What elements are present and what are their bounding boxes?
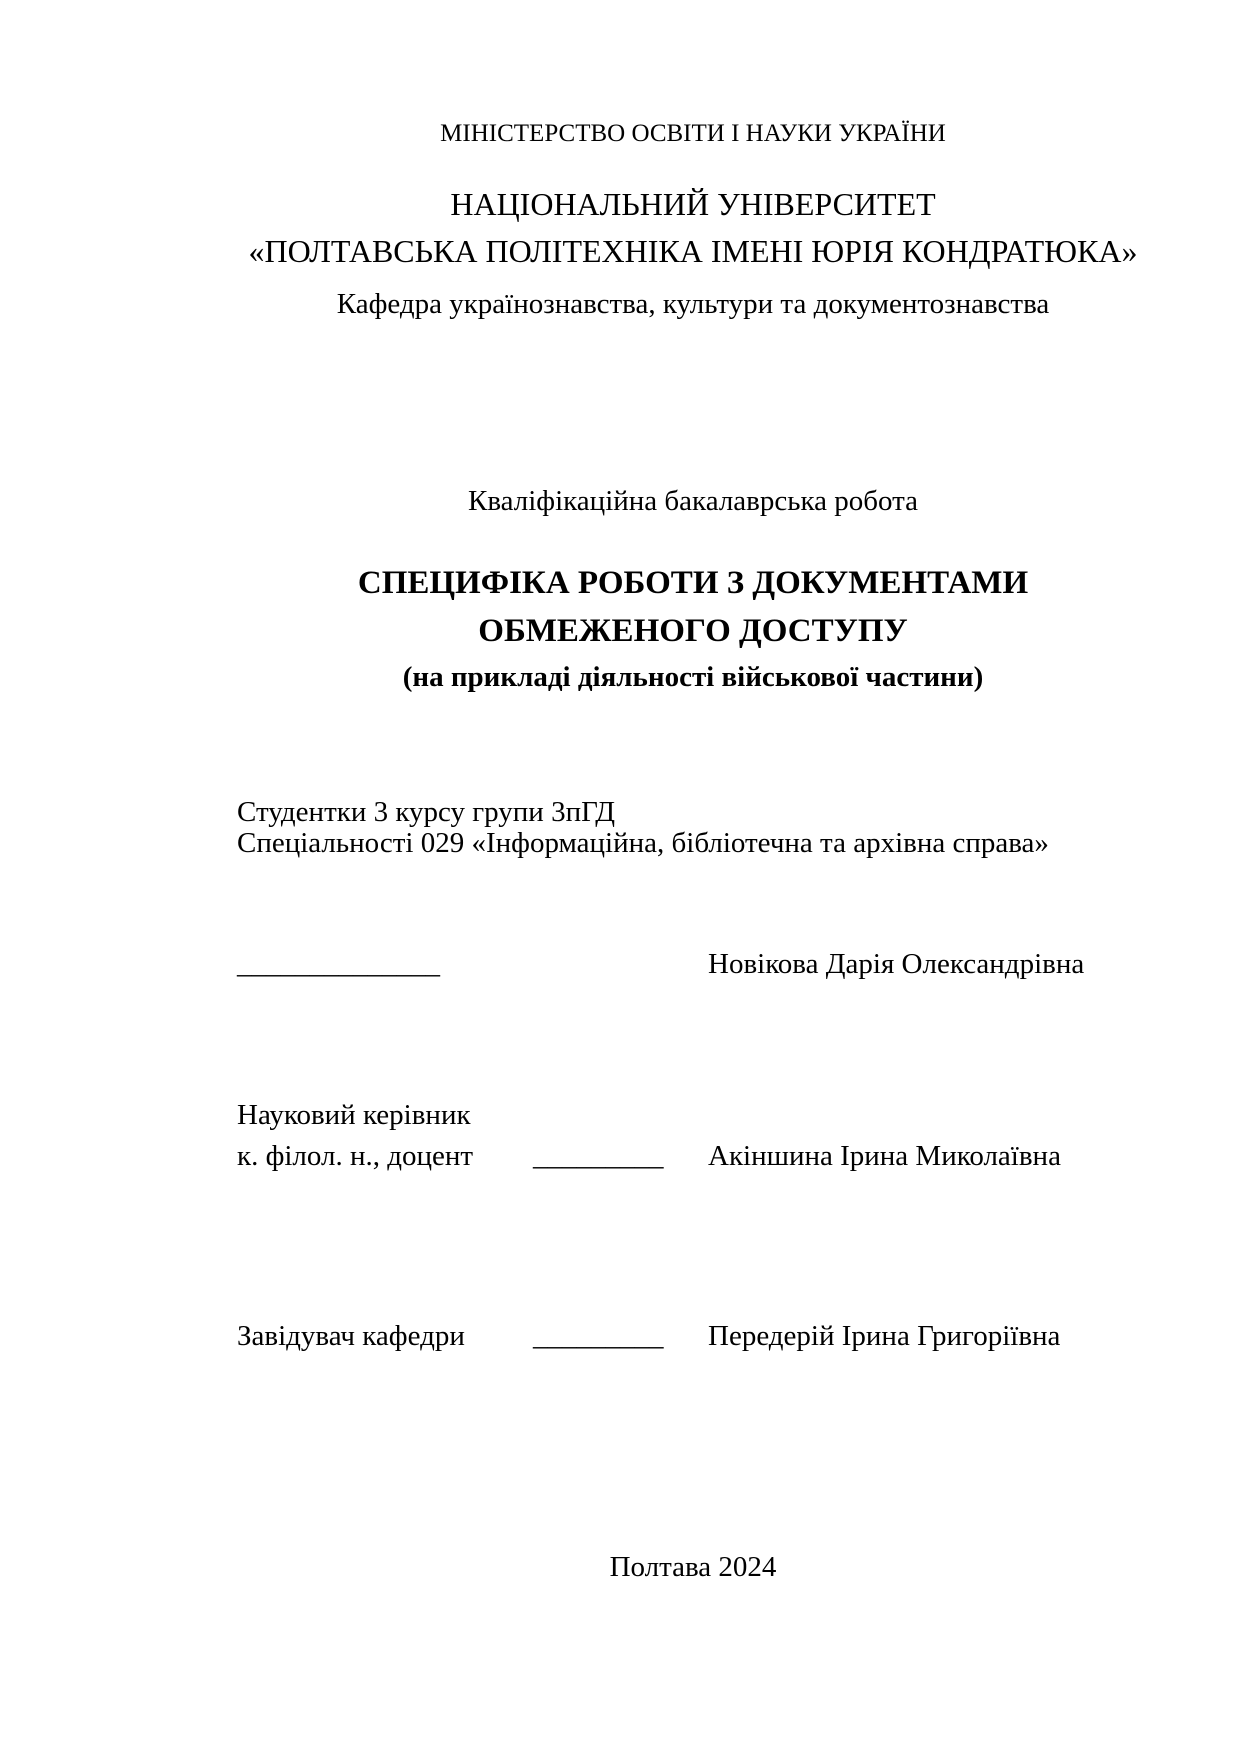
department-head-role: Завідувач кафедри	[237, 1320, 465, 1352]
supervisor-role-line2: к. філол. н., доцент	[237, 1140, 474, 1172]
student-name: Новікова Дарія Олександрівна	[708, 948, 1085, 980]
thesis-title-note: (на прикладі діяльності військової частини)	[402, 661, 984, 693]
student-course-line: Студентки 3 курсу групи 3пГД	[237, 796, 616, 828]
supervisor-name: Акіншина Ірина Миколаївна	[708, 1140, 1061, 1172]
text-block	[237, 0, 1149, 1754]
department-name: Кафедра українознавства, культури та документознавства	[336, 288, 1050, 320]
supervisor-signature-blank: _________	[533, 1140, 664, 1172]
department-head-signature-row	[237, 1320, 1149, 1360]
department-head-signature-blank: _________	[533, 1320, 664, 1352]
student-specialty-line: Спеціальності 029 «Інформаційна, бібліотечна та архівна справа»	[237, 827, 1049, 859]
university-name-line2: «ПОЛТАВСЬКА ПОЛІТЕХНІКА ІМЕНІ ЮРІЯ КОНДРАТЮКА»	[248, 233, 1138, 269]
thesis-title-line1: СПЕЦИФІКА РОБОТИ З ДОКУМЕНТАМИ	[357, 565, 1029, 601]
supervisor-role-line1: Науковий керівник	[237, 1099, 471, 1131]
city-year-footer: Полтава 2024	[609, 1551, 777, 1583]
student-signature-row	[237, 948, 1149, 988]
university-name-line1: НАЦІОНАЛЬНИЙ УНІВЕРСИТЕТ	[450, 186, 936, 222]
thesis-title-line2: ОБМЕЖЕНОГО ДОСТУПУ	[478, 613, 908, 649]
department-head-name: Передерій Ірина Григоріївна	[708, 1320, 1061, 1352]
supervisor-signature-row	[237, 1140, 1149, 1180]
ministry-heading: МІНІСТЕРСТВО ОСВІТИ І НАУКИ УКРАЇНИ	[440, 120, 946, 147]
work-type-label: Кваліфікаційна бакалаврська робота	[468, 485, 918, 517]
student-signature-blank: ______________	[237, 948, 440, 980]
